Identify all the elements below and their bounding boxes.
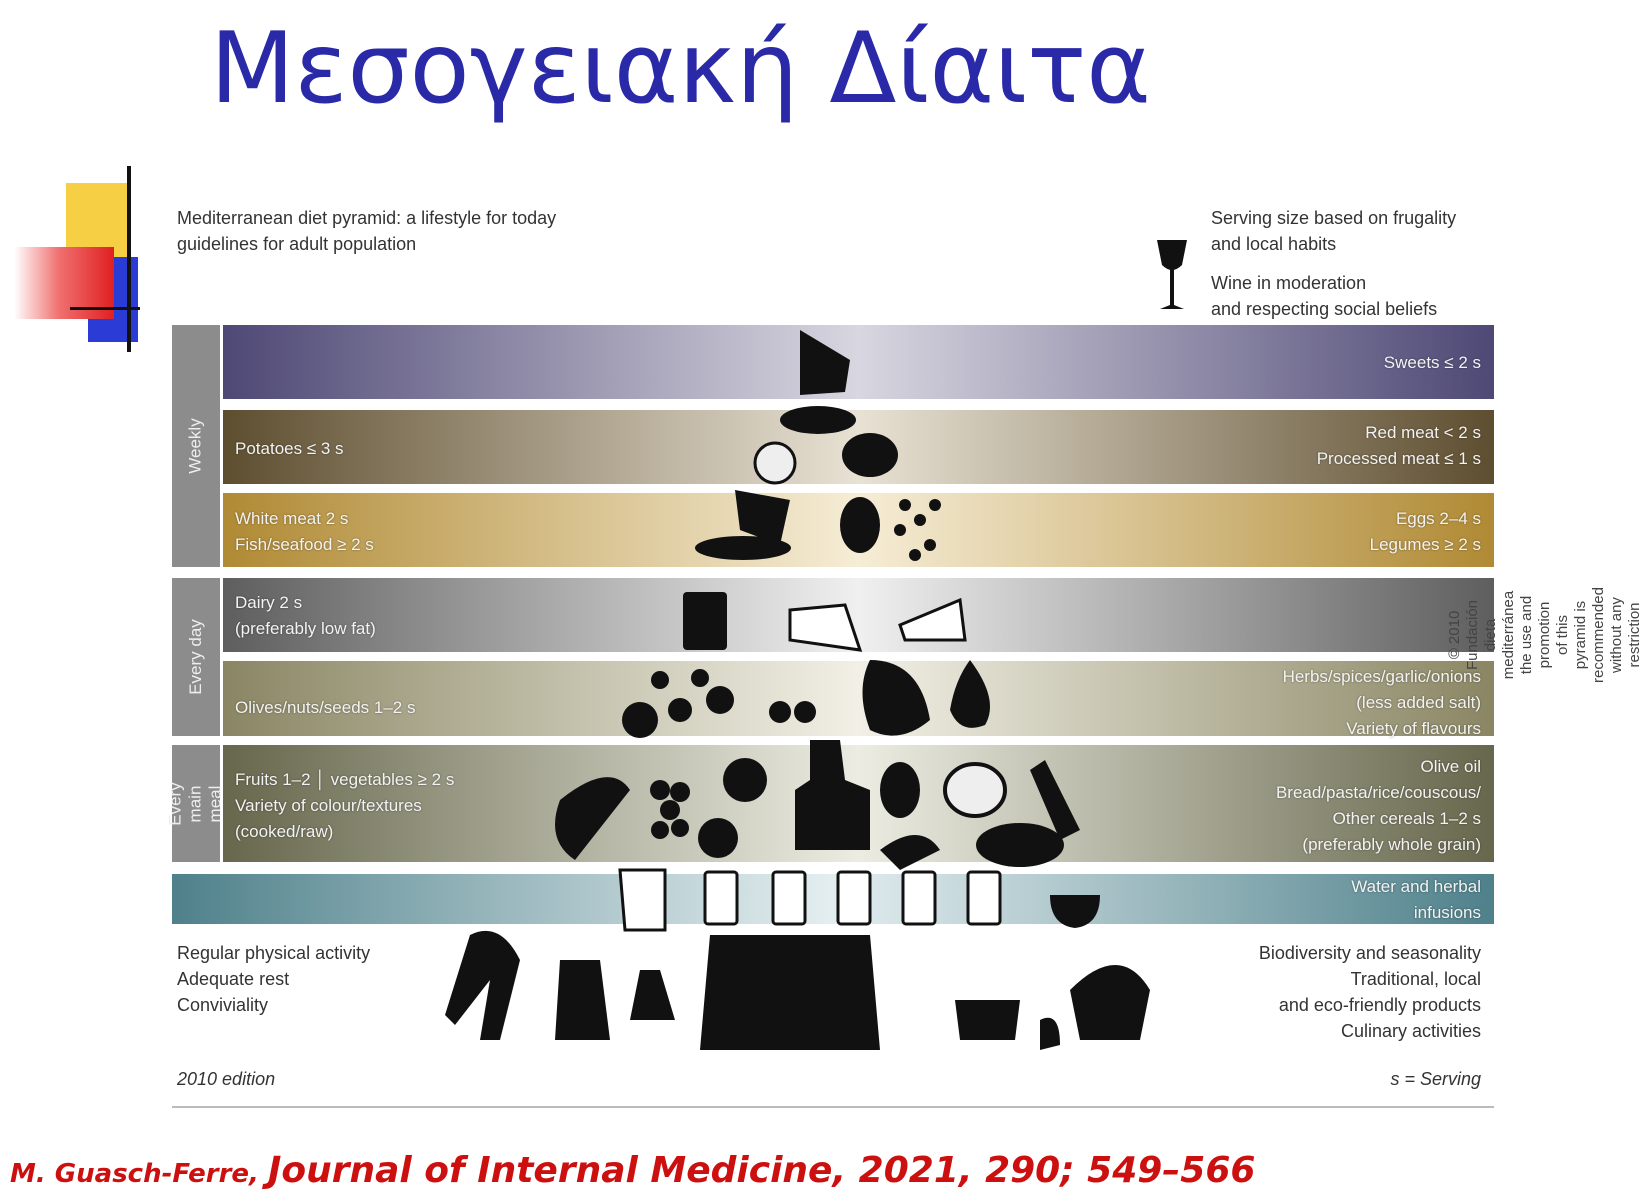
eggs-legumes-label: Eggs 2–4 s Legumes ≥ 2 s bbox=[1369, 509, 1481, 554]
serving-legend: s = Serving bbox=[1390, 1069, 1481, 1089]
milk-carton-icon bbox=[683, 592, 727, 650]
potato-icon bbox=[755, 443, 795, 483]
apple-icon bbox=[723, 758, 767, 802]
group-every-day: Every day bbox=[186, 619, 205, 695]
family-icon bbox=[555, 960, 610, 1040]
wine-note: Wine in moderation and respecting social beliefs bbox=[1211, 273, 1438, 319]
sweets-label: Sweets ≤ 2 s bbox=[1383, 353, 1481, 372]
basket-icon bbox=[1070, 965, 1150, 1040]
group-every-main-meal: Every main meal bbox=[166, 781, 225, 826]
citation-journal: Journal of Internal Medicine, 2021, 290; 549–566 bbox=[267, 1150, 1256, 1191]
water-band bbox=[172, 874, 1494, 924]
citation-author: M. Guasch-Ferre, bbox=[10, 1159, 268, 1189]
lifestyle-note: Regular physical activity Adequate rest Conviviality bbox=[177, 943, 371, 1015]
sweets-band bbox=[223, 325, 1494, 399]
water-label: Water and herbal infusions bbox=[1351, 877, 1481, 922]
edition-label: 2010 edition bbox=[177, 1069, 276, 1089]
bread-icon bbox=[976, 823, 1064, 867]
serving-size-note: Serving size based on frugality and local habits bbox=[1211, 208, 1457, 254]
cooking-pot-icon bbox=[955, 1000, 1020, 1040]
copyright-note: © 2010 Fundación dieta mediterránea the use and promotion of this pyramid is recommended without any restriction bbox=[1446, 587, 1643, 683]
fruits-label: Fruits 1–2 │ vegetables ≥ 2 s Variety of colour/textures (cooked/raw) bbox=[235, 770, 455, 841]
potatoes-label: Potatoes ≤ 3 s bbox=[235, 439, 344, 458]
squirrel-icon bbox=[1040, 1018, 1060, 1050]
orange-icon bbox=[698, 818, 738, 858]
olives-label: Olives/nuts/seeds 1–2 s bbox=[235, 698, 416, 717]
herbs-label: Herbs/spices/garlic/onions (less added salt) Variety of flavours bbox=[1282, 667, 1481, 738]
cauliflower-icon bbox=[945, 764, 1005, 816]
wine-glass-icon bbox=[1157, 240, 1187, 309]
people-at-table-icon bbox=[700, 935, 880, 1050]
jug-icon bbox=[620, 870, 665, 930]
pyramid-caption: Mediterranean diet pyramid: a lifestyle for today guidelines for adult population bbox=[177, 208, 557, 254]
sustainability-note: Biodiversity and seasonality Traditional, local and eco-friendly products Culinary activities bbox=[1258, 943, 1481, 1041]
white-meat-label: White meat 2 s Fish/seafood ≥ 2 s bbox=[235, 509, 374, 554]
olive-oil-label: Olive oil Bread/pasta/rice/couscous/ Other cereals 1–2 s (preferably whole grain) bbox=[1275, 757, 1481, 854]
dairy-label: Dairy 2 s (preferably low fat) bbox=[235, 593, 376, 638]
child-icon bbox=[630, 970, 675, 1020]
red-meat-icon bbox=[842, 433, 898, 477]
slide-title: Μεσογειακή Δίαιτα bbox=[210, 12, 1151, 126]
fish-icon bbox=[695, 536, 791, 560]
egg-icon bbox=[840, 497, 880, 553]
sausage-icon bbox=[780, 406, 856, 434]
exercising-person-icon bbox=[445, 931, 520, 1040]
group-weekly: Weekly bbox=[186, 418, 205, 474]
citation bbox=[10, 1150, 1255, 1191]
meat-label: Red meat < 2 s Processed meat ≤ 1 s bbox=[1316, 423, 1481, 468]
artichoke-icon bbox=[880, 762, 920, 818]
